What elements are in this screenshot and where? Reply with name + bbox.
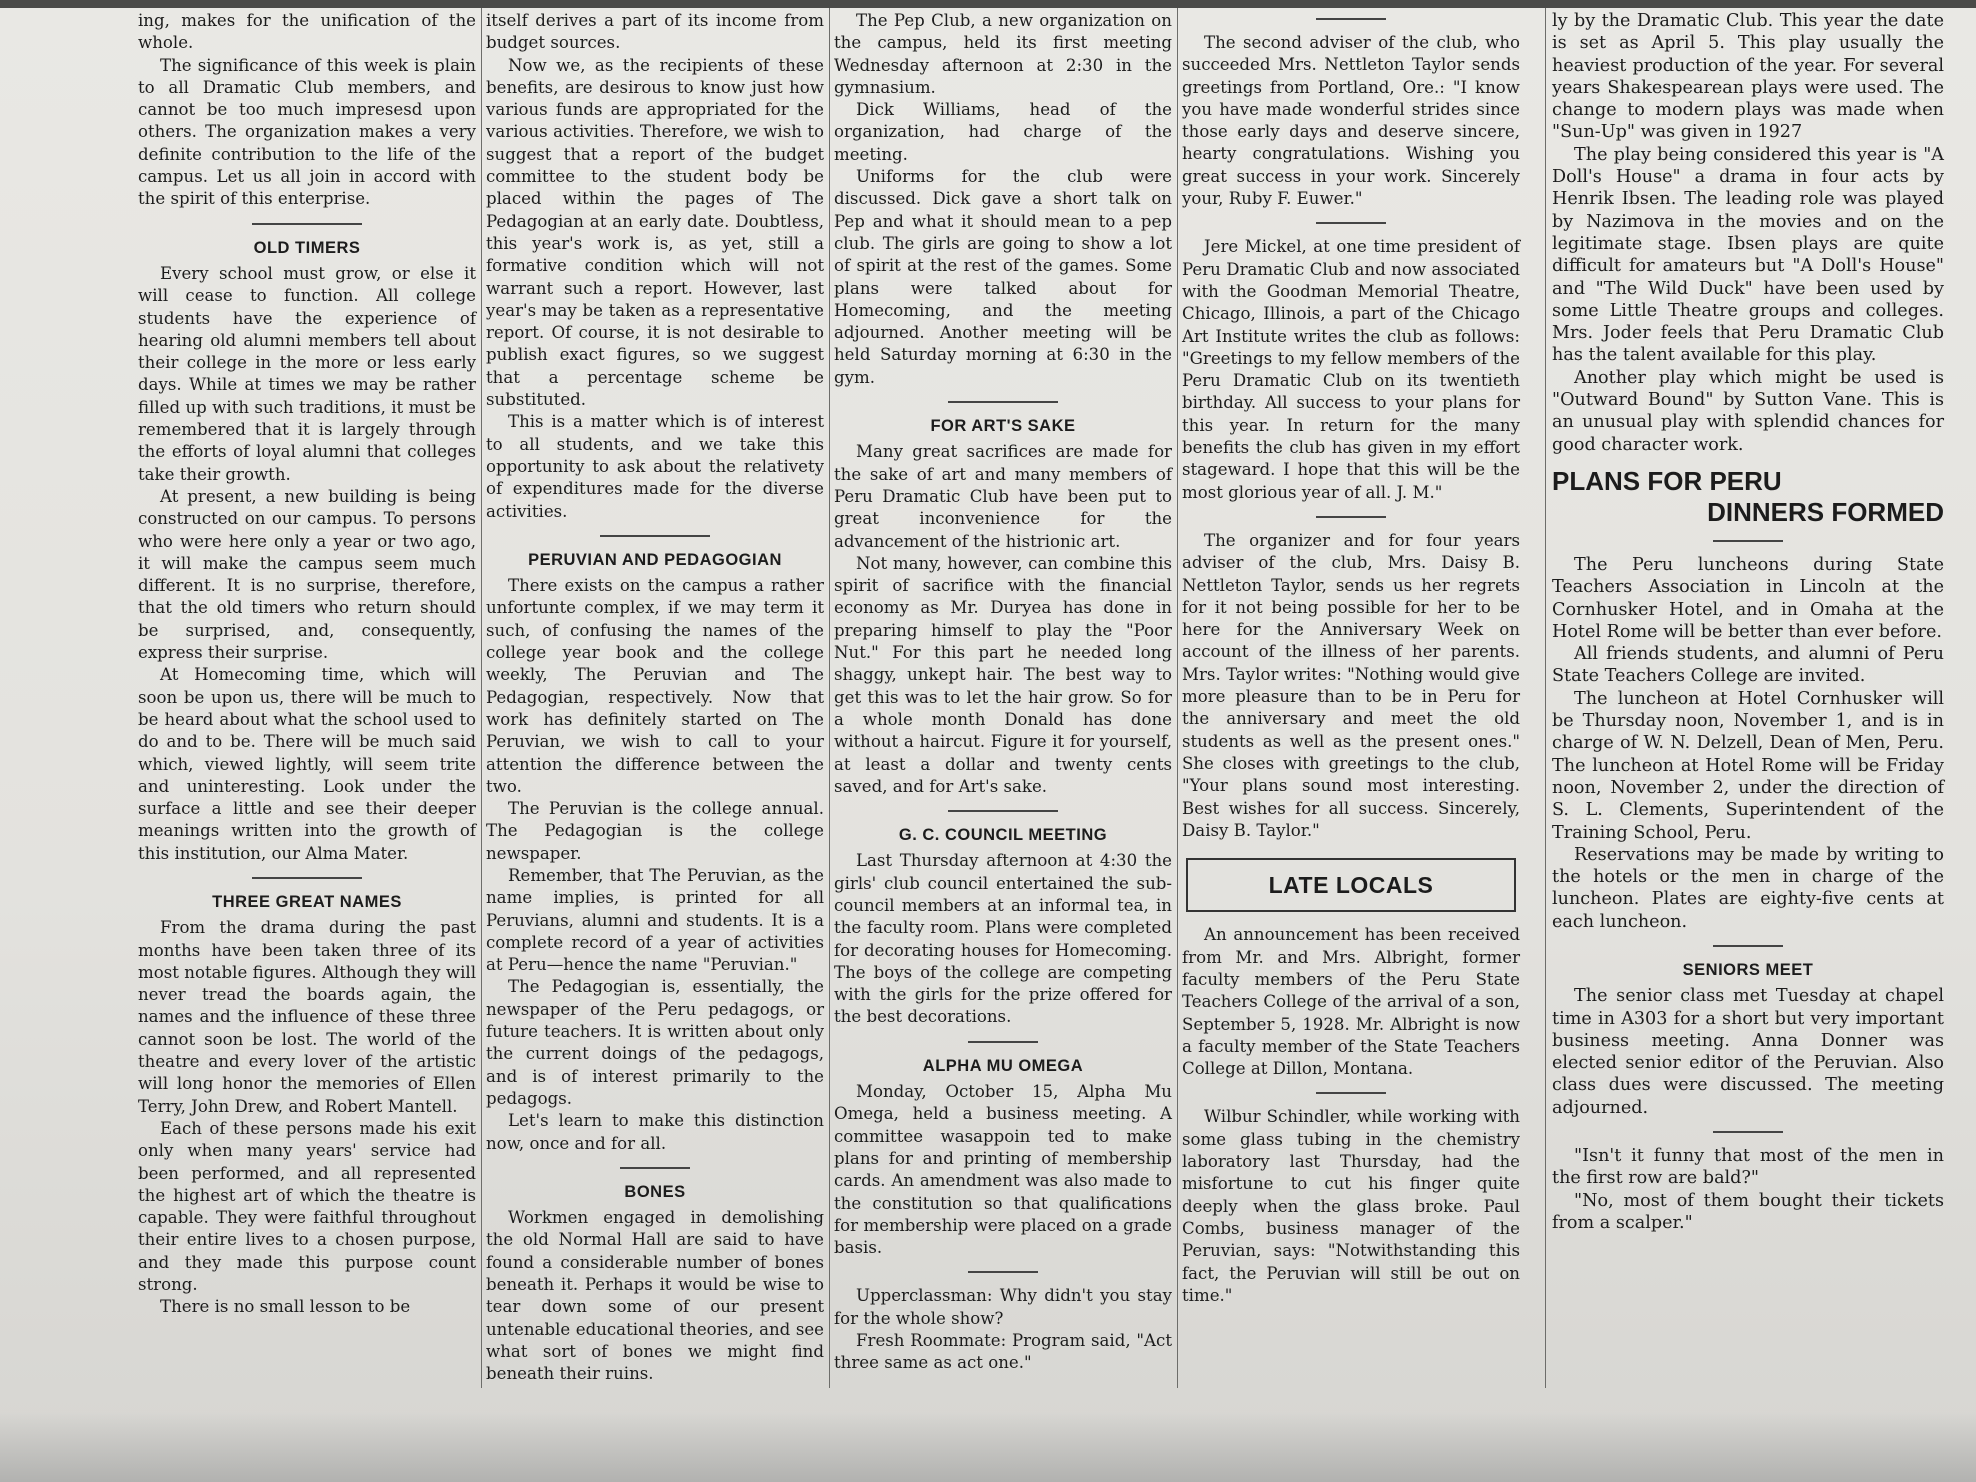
paragraph: Let's learn to make this distinction now, once and for all.	[486, 1111, 824, 1153]
headline-line-2: DINNERS FORMED	[1707, 496, 1944, 527]
paragraph: Many great sacrifices are made for the sake of art and many members of Peru Dramatic Club have been put to great inconvenience for the advancement of the histrionic art.	[834, 442, 1172, 551]
paragraph: The play being considered this year is "A Doll's House" a drama in four acts by Henrik Ibsen. The leading role was played by Nazimova in the movies and on the legitimate stage. Ibsen plays are quite difficult for amateurs but "A Doll's House" and "The Wild Duck" have been used by some Little Theatre groups and colleges. Mrs. Joder feels that Peru Dramatic Club has the talent available for this play.	[1552, 144, 1944, 366]
joke-line: "No, most of them bought their tickets from a scalper."	[1552, 1190, 1944, 1233]
paragraph: The second adviser of the club, who succeeded Mrs. Nettleton Taylor sends greetings from Portland, Ore.: "I know you have made wonderful strides since those early days and deserve sincere, hearty congratulations. Wishing you great success in your work. Sincerely your, Ruby F. Euwer."	[1182, 33, 1520, 209]
paragraph: The Pedagogian is, essentially, the newspaper of the Peru pedagogs, or future teachers. It is written about only the current doings of the pedagogs, and is of interest primarily to the pedagogs.	[486, 977, 824, 1108]
scan-top-edge	[0, 0, 1976, 8]
paragraph: Every school must grow, or else it will cease to function. All college students have the experience of hearing old alumni members tell about their college in the more or less early days. While at times we may be rather filled up with such traditions, it must be remembered that it is largely through the efforts of loyal alumni that colleges take their growth.	[138, 263, 476, 484]
section-divider	[1713, 1131, 1783, 1133]
section-divider	[1316, 222, 1386, 224]
joke-line: "Isn't it funny that most of the men in the first row are bald?"	[1552, 1146, 1944, 1189]
late-locals-box: LATE LOCALS	[1186, 858, 1516, 912]
section-divider	[1316, 18, 1386, 20]
paragraph: The organizer and for four years adviser of the club, Mrs. Daisy B. Nettleton Taylor, sends us her regrets for it not being possible for her to be here for the Anniversary Week on account of the illness of her parents. Mrs. Taylor writes: "Nothing would give more pleasure than to be in Peru for the anniversary and meet the old students as well as the present ones." She closes with greetings to the club, "Your plans sound most interesting. Best wishes for all success. Sincerely, Daisy B. Taylor."	[1182, 530, 1520, 840]
paragraph: Dick Williams, head of the organization, had charge of the meeting.	[834, 100, 1172, 164]
paragraph: Uniforms for the club were discussed. Dick gave a short talk on Pep and what it should mean to a pep club. The girls are going to show a lot of spirit at the rest of the games. Some plans were talked about for Homecoming, and the meeting adjourned. Another meeting will be held Saturday morning at 6:30 in the gym.	[834, 167, 1172, 387]
section-divider	[968, 1041, 1038, 1043]
paragraph: All friends students, and alumni of Peru State Teachers College are invited.	[1552, 644, 1944, 687]
paragraph: Last Thursday afternoon at 4:30 the girls' club council entertained the sub-council members at an informal tea, in the faculty room. Plans were completed for decorating houses for Homecoming. The boys of the college are competing with the girls for the prize offered for the best decorations.	[834, 851, 1172, 1027]
section-divider	[252, 877, 362, 879]
paragraph: Each of these persons made his exit only when many years' service had been performed, and all represented the highest art of which the theatre is capable. They were faithful throughout their entire lives to a chosen purpose, and they made this purpose count strong.	[138, 1118, 476, 1295]
paragraph: ly by the Dramatic Club. This year the date is set as April 5. This play usually the heaviest production of the year. For several years Shakespearean plays were used. The change to modern plays was made when "Sun-Up" was given in 1927	[1552, 11, 1944, 143]
column-rule	[1545, 8, 1546, 1388]
headline-three-great-names: THREE GREAT NAMES	[212, 892, 402, 911]
paragraph: Reservations may be made by writing to the hotels or the men in charge of the luncheon. Plates are eighty-five cents at each luncheon.	[1552, 844, 1944, 932]
headline-seniors-meet: SENIORS MEET	[1682, 960, 1814, 979]
section-divider	[1316, 1092, 1386, 1094]
paragraph: Monday, October 15, Alpha Mu Omega, held a business meeting. A committee wasappoin ted to make plans for and printing of membership cards. An amendment was also made to the constitution so that qualifications for membership were placed on a grade basis.	[834, 1082, 1172, 1258]
paragraph: itself derives a part of its income from budget sources.	[486, 11, 824, 53]
section-divider	[1713, 945, 1783, 947]
section-divider	[1316, 516, 1386, 518]
paragraph: At Homecoming time, which will soon be upon us, there will be much to be heard about what the school used to do and to be. There will be much said which, viewed lightly, will seem trite and uninteresting. Look under the surface a little and see their deeper meanings written into the growth of this institution, our Alma Mater.	[138, 665, 476, 863]
paragraph: An announcement has been received from Mr. and Mrs. Albright, former faculty members of the Peru State Teachers College of the arrival of a son, September 5, 1928. Mr. Albright is now a faculty member of the State Teachers College at Dillon, Montana.	[1182, 925, 1520, 1079]
headline-old-timers: OLD TIMERS	[253, 238, 361, 257]
section-divider	[1713, 540, 1783, 542]
headline-plans-for-peru-dinners	[1552, 466, 1944, 528]
headline-for-arts-sake: FOR ART'S SAKE	[930, 417, 1076, 436]
headline-gc-council-meeting: G. C. COUNCIL MEETING	[898, 826, 1108, 845]
paragraph: Remember, that The Peruvian, as the name implies, is printed for all Peruvians, alumni and students. It is a complete record of a year of activities at Peru—hence the name "Peruvian."	[486, 865, 824, 975]
column-2	[486, 10, 824, 1386]
headline-line-1: PLANS FOR PERU	[1552, 465, 1782, 496]
column-rule	[481, 8, 482, 1388]
paragraph: The Peruvian is the college annual. The Pedagogian is the college newspaper.	[486, 799, 824, 863]
column-3	[834, 10, 1172, 1375]
headline-bones: BONES	[624, 1182, 686, 1201]
paragraph: From the drama during the past months have been taken three of its most notable figures. Although they will never tread the boards again, the names and the influence of these three cannot soon be lost. The world of the theatre and every lover of the artistic will long honor the memories of Ellen Terry, John Drew, and Robert Mantell.	[138, 918, 476, 1116]
paragraph: There is no small lesson to be	[160, 1297, 411, 1317]
paragraph: There exists on the campus a rather unfortunte complex, if we may term it such, of confusing the names of the college year book and the college weekly, The Peruvian and The Pedagogian, respectively. Now that work has definitely started on The Peruvian, we wish to call to your attention the difference between the two.	[486, 576, 824, 796]
paragraph: Jere Mickel, at one time president of Peru Dramatic Club and now associated with the Goodman Memorial Theatre, Chicago, Illinois, a part of the Chicago Art Institute writes the club as follows: "Greetings to my fellow members of the Peru Dramatic Club on its twentieth birthday. All success to your plans for this year. In return for the many benefits the club has given in my effort stageward. I hope that this will be the most glorious year of all. J. M."	[1182, 237, 1520, 502]
section-divider	[968, 1271, 1038, 1273]
section-divider	[600, 535, 710, 537]
paragraph: The senior class met Tuesday at chapel time in A303 for a short but very important business meeting. Anna Donner was elected senior editor of the Peruvian. Also class dues were discussed. The meeting adjourned.	[1552, 986, 1944, 1118]
column-4	[1182, 10, 1520, 1307]
paragraph: The Peru luncheons during State Teachers Association in Lincoln at the Cornhusker Hotel, and in Omaha at the Hotel Rome will be better than ever before.	[1552, 554, 1944, 642]
paragraph: ing, makes for the unification of the whole.	[138, 11, 476, 53]
column-1	[138, 10, 476, 1319]
paragraph: The significance of this week is plain to all Dramatic Club members, and cannot be too much impresesd upon others. The organization makes a very definite contribution to the life of the campus. Let us all join in accord with the spirit of this enterprise.	[138, 55, 476, 209]
paragraph: The Pep Club, a new organization on the campus, held its first meeting Wednesday afternoon at 2:30 in the gymnasium.	[834, 11, 1172, 97]
scan-bottom-shadow	[0, 1412, 1976, 1482]
paragraph: This is a matter which is of interest to all students, and we take this opportunity to ask about the relativety of expenditures made for the diverse activities.	[486, 412, 824, 521]
paragraph: Another play which might be used is "Outward Bound" by Sutton Vane. This is an unusual play with splendid chances for good character work.	[1552, 367, 1944, 455]
headline-alpha-mu-omega: ALPHA MU OMEGA	[922, 1056, 1084, 1075]
column-5	[1552, 10, 1944, 1234]
paragraph: Workmen engaged in demolishing the old Normal Hall are said to have found a considerable number of bones beneath it. Perhaps it would be wise to tear down some of our present untenable educational theories, and see what sort of bones we might find beneath their ruins.	[486, 1208, 824, 1384]
column-rule	[1177, 8, 1178, 1388]
section-divider	[948, 401, 1058, 403]
paragraph: Wilbur Schindler, while working with some glass tubing in the chemistry laboratory last Thursday, had the misfortune to cut his finger quite deeply when the glass broke. Paul Combs, business manager of the Peruvian, says: "Notwithstanding this fact, the Peruvian will still be out on time."	[1182, 1107, 1520, 1305]
paragraph: The luncheon at Hotel Cornhusker will be Thursday noon, November 1, and is in charge of W. N. Delzell, Dean of Men, Peru. The luncheon at Hotel Rome will be Friday noon, November 2, under the direction of S. L. Clements, Superintendent of the Training School, Peru.	[1552, 688, 1944, 843]
section-divider	[620, 1167, 690, 1169]
paragraph: Not many, however, can combine this spirit of sacrifice with the financial economy as Mr. Duryea has done in preparing himself to play the "Poor Nut." For this part he needed long shaggy, unkept hair. The best way to get this was to let the hair grow. So for a whole month Donald has done without a haircut. Figure it for yourself, at least a dollar and twenty cents saved, and for Art's sake.	[834, 553, 1172, 796]
joke-line: Upperclassman: Why didn't you stay for the whole show?	[834, 1286, 1172, 1328]
section-divider	[252, 223, 362, 225]
joke-line: Fresh Roommate: Program said, "Act three same as act one."	[834, 1331, 1172, 1373]
headline-peruvian-and-pedagogian: PERUVIAN AND PEDAGOGIAN	[528, 550, 782, 569]
column-rule	[829, 8, 830, 1388]
section-divider	[948, 810, 1058, 812]
paragraph: Now we, as the recipients of these benefits, are desirous to know just how various funds are appropriated for the various activities. Therefore, we wish to suggest that a report of the budget committee to the student body be placed within the pages of The Pedagogian at an early date. Doubtless, this year's work is, as yet, still a formative condition which will not warrant such a report. However, last year's may be taken as a representative report. Of course, it is not desirable to publish exact figures, so we suggest that a percentage scheme be substituted.	[486, 55, 824, 410]
paragraph: At present, a new building is being constructed on our campus. To persons who were here only a year or two ago, it will make the campus seem much different. It is no surprise, therefore, that the old timers who return should be surprised, and, consequently, express their surprise.	[138, 486, 476, 663]
